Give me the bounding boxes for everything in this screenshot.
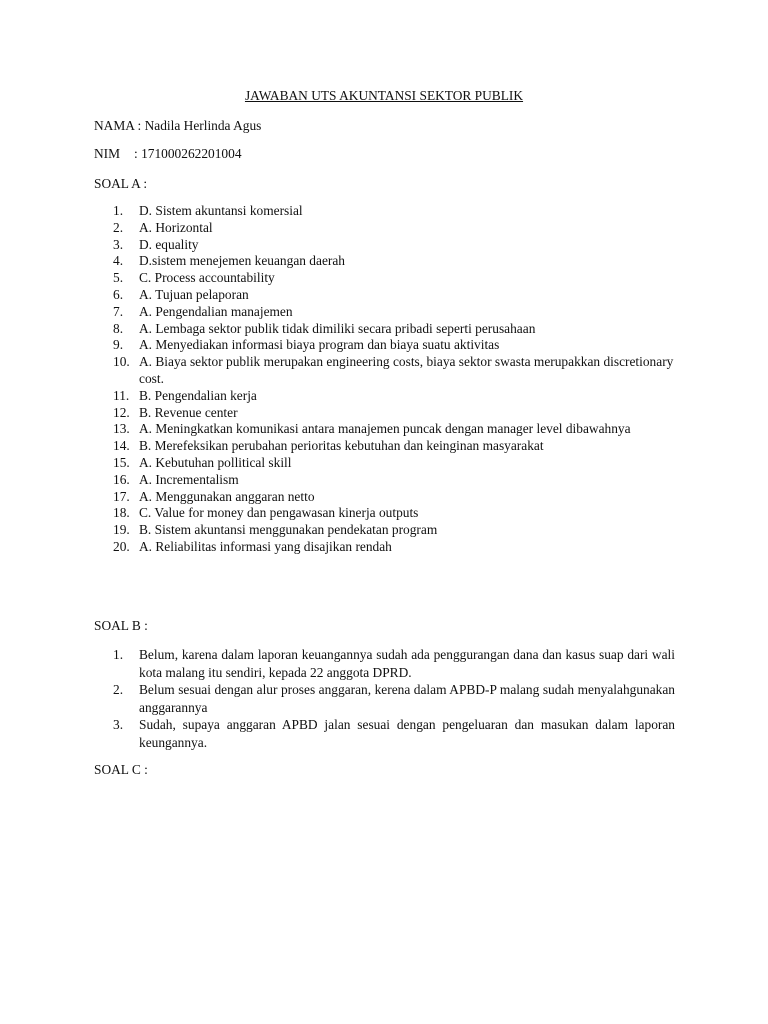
item-number: 6. (113, 286, 124, 302)
list-item (0, 455, 699, 472)
section-a-list (0, 203, 768, 556)
item-number: 10. (113, 354, 130, 370)
list-item (0, 203, 699, 220)
item-text: D. Sistem akuntansi komersial (139, 203, 303, 218)
item-text: A. Horizontal (139, 219, 213, 235)
list-item (0, 539, 699, 556)
item-number: 7. (113, 303, 124, 319)
item-number: 14. (113, 438, 130, 454)
item-text: A. Menyediakan informasi biaya program dan biaya suatu aktivitas (139, 337, 500, 353)
item-text: C. Process accountability (139, 270, 275, 286)
item-number: 4. (113, 253, 124, 269)
item-number: 5. (113, 270, 124, 286)
nim-line: NIM : 171000262201004 (94, 146, 242, 161)
item-number: 13. (113, 421, 130, 437)
item-text: Belum, karena dalam laporan keuangannya sudah ada penggurangan dana dan kasus suap dari wali kota malang itu sendiri, kepada 22 anggota DPRD. (139, 647, 675, 680)
list-item (0, 237, 699, 254)
item-number: 9. (113, 337, 124, 353)
section-c-heading: SOAL C : (94, 762, 148, 777)
item-text: A. Menggunakan anggaran netto (139, 488, 315, 504)
item-number: 2. (113, 219, 124, 235)
item-text: A. Biaya sektor publik merupakan engineering costs, biaya sektor swasta merupakkan discretionary cost. (139, 354, 674, 386)
list-item (0, 681, 675, 716)
list-item (0, 220, 699, 237)
list-item (0, 421, 699, 438)
item-number: 11. (113, 387, 130, 403)
list-item (0, 253, 699, 270)
list-item (0, 388, 699, 405)
list-item (0, 354, 699, 388)
list-item (0, 321, 699, 338)
name-value: Nadila Herlinda Agus (144, 118, 262, 133)
list-item (0, 304, 699, 321)
list-item (0, 522, 699, 539)
item-number: 3. (113, 236, 124, 252)
item-number: 1. (113, 647, 124, 662)
item-text: D.sistem menejemen keuangan daerah (139, 253, 345, 269)
list-item (0, 646, 675, 681)
item-text: A. Reliabilitas informasi yang disajikan rendah (139, 538, 392, 554)
item-text: A. Kebutuhan pollitical skill (139, 454, 292, 470)
item-number: 1. (113, 203, 124, 218)
nim-value: 171000262201004 (141, 146, 242, 161)
name-label: NAMA (94, 118, 135, 133)
item-number: 20. (113, 538, 130, 554)
list-item (0, 472, 699, 489)
item-text: C. Value for money dan pengawasan kinerja outputs (139, 505, 419, 521)
list-item (0, 505, 699, 522)
item-number: 16. (113, 471, 130, 487)
item-number: 8. (113, 320, 124, 336)
item-number: 3. (113, 717, 124, 732)
item-text: A. Pengendalian manajemen (139, 303, 293, 319)
list-item (0, 489, 699, 506)
item-number: 15. (113, 454, 130, 470)
item-number: 12. (113, 404, 130, 420)
item-text: Sudah, supaya anggaran APBD jalan sesuai dengan pengeluaran dan masukan dalam laporan keungannya. (139, 717, 675, 750)
item-text: A. Meningkatkan komunikasi antara manajemen puncak dengan manager level dibawahnya (139, 421, 631, 437)
item-number: 19. (113, 522, 130, 538)
item-text: D. equality (139, 236, 199, 252)
section-b-list (0, 646, 768, 751)
list-item (0, 716, 675, 751)
item-text: Belum sesuai dengan alur proses anggaran, kerena dalam APBD-P malang sudah menyalahgunakan anggarannya (139, 682, 675, 715)
item-text: A. Tujuan pelaporan (139, 286, 249, 302)
list-item (0, 438, 699, 455)
list-item (0, 270, 699, 287)
item-text: B. Sistem akuntansi menggunakan pendekatan program (139, 522, 438, 538)
item-text: B. Revenue center (139, 404, 238, 420)
document-title: JAWABAN UTS AKUNTANSI SEKTOR PUBLIK (244, 88, 524, 103)
item-number: 2. (113, 682, 124, 697)
name-line: NAMA : Nadila Herlinda Agus (94, 118, 262, 133)
list-item (0, 337, 699, 354)
list-item (0, 287, 699, 304)
item-text: B. Merefeksikan perubahan perioritas kebutuhan dan keinginan masyarakat (139, 438, 544, 454)
item-text: A. Lembaga sektor publik tidak dimiliki secara pribadi seperti perusahaan (139, 320, 536, 336)
section-b-heading: SOAL B : (94, 618, 148, 633)
item-number: 18. (113, 505, 130, 521)
section-a-heading: SOAL A : (94, 176, 148, 191)
item-text: A. Incrementalism (139, 471, 239, 487)
item-text: B. Pengendalian kerja (139, 387, 257, 403)
item-number: 17. (113, 488, 130, 504)
nim-label: NIM (94, 146, 121, 161)
list-item (0, 405, 699, 422)
